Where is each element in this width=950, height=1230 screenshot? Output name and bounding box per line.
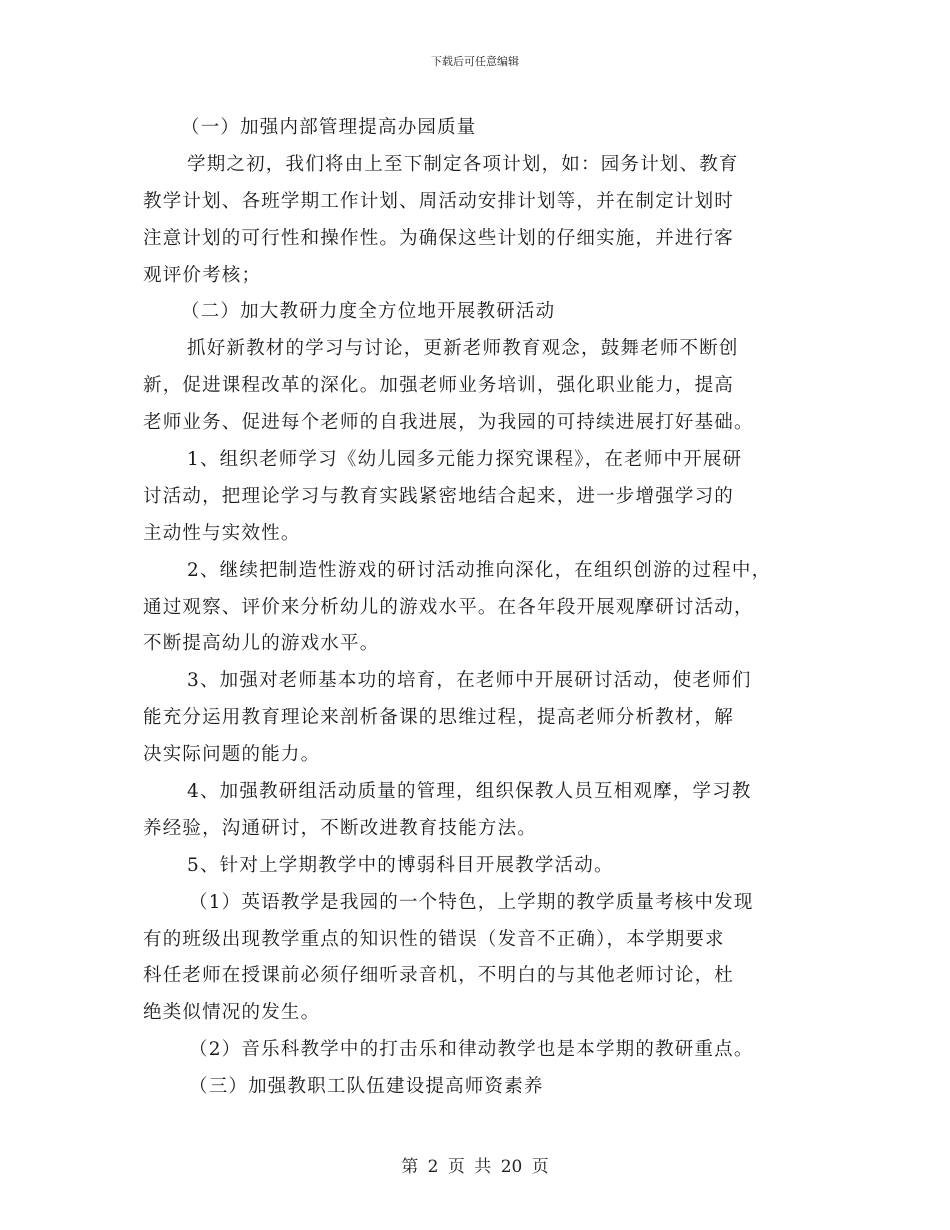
paragraph-line: 有的班级出现教学重点的知识性的错误（发音不正确），本学期要求 <box>143 928 725 950</box>
paragraph-line: 新，促进课程改革的深化。加强老师业务培训，强化职业能力，提高 <box>143 375 735 397</box>
paragraph-line: （1）英语教学是我园的一个特色，上学期的教学质量考核中发现 <box>189 891 754 913</box>
paragraph-line: 绝类似情况的发生。 <box>143 1002 321 1024</box>
page-number-footer: 第 2 页 共 20 页 <box>401 1157 549 1177</box>
paragraph-line: 不断提高幼儿的游戏水平。 <box>143 633 380 655</box>
paragraph-line: 5、针对上学期教学中的博弱科目开展教学活动。 <box>187 854 614 876</box>
paragraph-line: 能充分运用教育理论来剖析备课的思维过程，提高老师分析教材，解 <box>143 707 735 729</box>
paragraph-line: 讨活动，把理论学习与教育实践紧密地结合起来，进一步增强学习的 <box>143 485 735 507</box>
paragraph-line: 老师业务、促进每个老师的自我进展，为我园的可持续进展打好基础。 <box>143 412 754 434</box>
paragraph-line: 主动性与实效性。 <box>143 522 301 544</box>
paragraph-line: 教学计划、各班学期工作计划、周活动安排计划等，并在制定计划时 <box>143 190 735 212</box>
paragraph-line: 3、加强对老师基本功的培育，在老师中开展研讨活动，使老师们 <box>187 670 752 692</box>
section-heading: （一）加强内部管理提高办园质量 <box>181 117 477 138</box>
section-heading: （三）加强教职工队伍建设提高师资素养 <box>189 1076 544 1098</box>
paragraph-line: 1、组织老师学习《幼儿园多元能力探究课程》，在老师中开展研 <box>187 449 743 471</box>
paragraph-line: （2）音乐科教学中的打击乐和律动教学也是本学期的教研重点。 <box>189 1039 754 1061</box>
document-body <box>143 110 823 1106</box>
paragraph-line: 抓好新教材的学习与讨论，更新老师教育观念，鼓舞老师不断创 <box>187 338 739 360</box>
section-heading: （二）加大教研力度全方位地开展教研活动 <box>181 301 556 323</box>
paragraph-line: 通过观察、评价来分析幼儿的游戏水平。在各年段开展观摩研讨活动， <box>143 596 754 618</box>
paragraph-line: 决实际问题的能力。 <box>143 744 321 766</box>
paragraph-line: 养经验，沟通研讨，不断改进教育技能方法。 <box>143 817 538 839</box>
paragraph-line: 注意计划的可行性和操作性。为确保这些计划的仔细实施，并进行客 <box>143 227 735 249</box>
paragraph-line: 2、继续把制造性游戏的研讨活动推向深化，在组织创游的过程中， <box>187 559 772 581</box>
paragraph-line: 4、加强教研组活动质量的管理，组织保教人员互相观摩，学习教 <box>187 781 752 803</box>
paragraph-line: 观评价考核； <box>143 264 262 286</box>
paragraph-line: 科任老师在授课前必须仔细听录音机，不明白的与其他老师讨论，杜 <box>143 965 735 987</box>
paragraph-line: 学期之初，我们将由上至下制定各项计划，如：园务计划、教育 <box>187 153 739 175</box>
page-header: 下载后可任意编辑 <box>431 55 519 68</box>
